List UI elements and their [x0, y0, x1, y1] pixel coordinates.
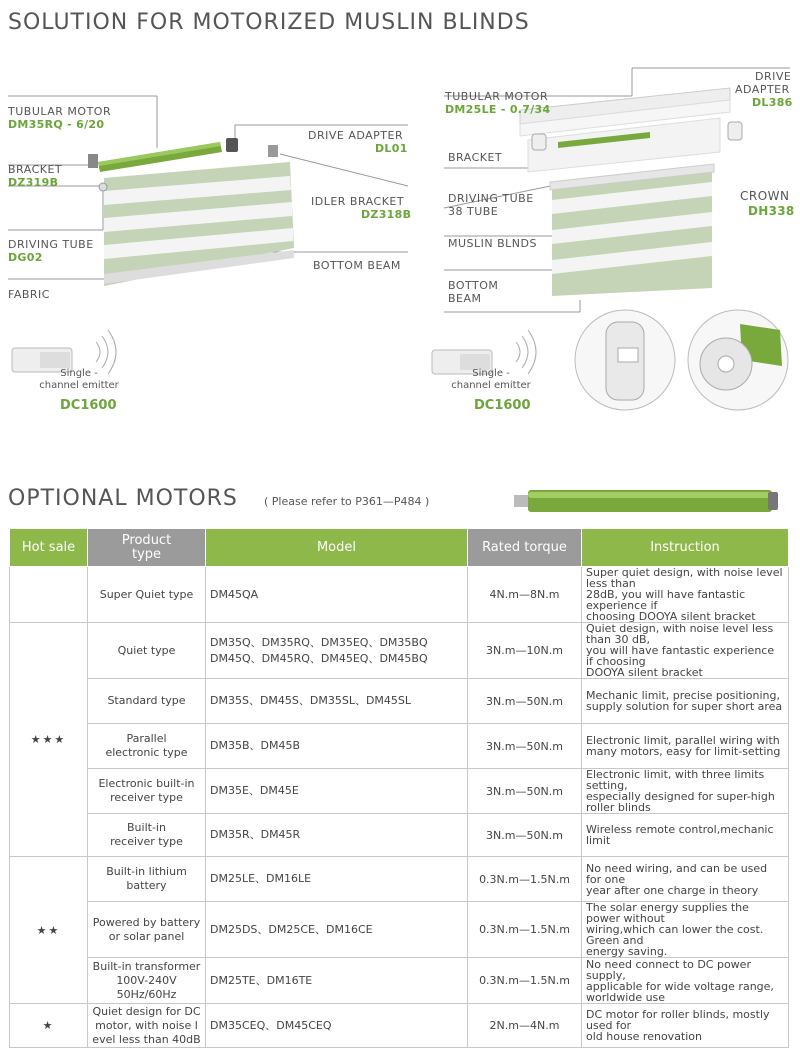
model-line: DM35E、DM45E	[210, 784, 299, 797]
instruction-line: No need wiring, and can be used for one	[586, 861, 768, 886]
table-row	[10, 902, 789, 958]
right-tubular-motor-code: DM25LE - 0.7/34	[445, 103, 551, 116]
optional-ref: ( Please refer to P361—P484 )	[264, 495, 430, 508]
model-cell	[206, 769, 468, 814]
instruction-line: Wireless remote control,mechanic limit	[586, 823, 774, 847]
hot-sale-rating: ★★	[10, 857, 88, 1004]
rated-torque-cell: 0.3N.m—1.5N.m	[468, 857, 582, 902]
right-muslin-label: MUSLIN BLNDS	[448, 237, 537, 250]
product-type-line: receiver type	[110, 835, 183, 848]
model-cell	[206, 1004, 468, 1048]
instruction-cell	[582, 567, 789, 623]
product-type-cell	[88, 679, 206, 724]
product-type-line: Standard type	[107, 694, 186, 707]
table-row	[10, 814, 789, 857]
table-row	[10, 1004, 789, 1048]
instruction-cell	[582, 623, 789, 679]
instruction-cell	[582, 1004, 789, 1048]
model-cell	[206, 958, 468, 1004]
instruction-line: Mechanic limit, precise positioning,	[586, 689, 780, 702]
instruction-line: many motors, easy for limit-setting	[586, 745, 781, 758]
header-hot-sale: Hot sale	[10, 529, 88, 567]
product-type-line: Quiet type	[117, 643, 176, 657]
rated-torque-cell: 4N.m—8N.m	[468, 567, 582, 623]
model-line: DM35B、DM45B	[210, 739, 301, 752]
instruction-line: year after one charge in theory	[586, 883, 759, 897]
product-type-cell	[88, 902, 206, 958]
rated-torque-cell: 0.3N.m—1.5N.m	[468, 958, 582, 1004]
product-type-cell	[88, 623, 206, 679]
left-fabric-label: FABRIC	[8, 288, 50, 301]
instruction-cell	[582, 679, 789, 724]
product-type-line: 100V-240V	[116, 973, 177, 987]
left-idler-bracket-label: IDLER BRACKET	[311, 195, 405, 208]
instruction-cell	[582, 857, 789, 902]
motor-tube-image	[512, 484, 782, 518]
right-emitter-line1: Single -	[472, 368, 510, 379]
hot-sale-rating	[10, 567, 88, 623]
instruction-line: old house renovation	[586, 1030, 703, 1043]
product-type-cell	[88, 724, 206, 769]
model-cell	[206, 857, 468, 902]
instruction-cell	[582, 769, 789, 814]
model-line: DM45QA	[210, 587, 259, 601]
left-tubular-motor-label: TUBULAR MOTOR	[8, 105, 112, 118]
left-drive-adapter-label: DRIVE ADAPTER	[308, 129, 404, 142]
right-tubular-motor-label: TUBULAR MOTOR	[445, 90, 549, 103]
hot-sale-rating: ★★★	[10, 623, 88, 857]
right-emitter-caption	[436, 368, 546, 392]
right-emitter-code: DC1600	[474, 398, 531, 413]
table-row	[10, 679, 789, 724]
product-type-line: Electronic built-in	[98, 777, 195, 790]
model-cell	[206, 679, 468, 724]
right-adapter-code: DL386	[752, 96, 793, 109]
instruction-line: choosing DOOYA silent bracket	[586, 610, 756, 623]
left-bracket-code: DZ319B	[8, 176, 59, 189]
instruction-cell	[582, 958, 789, 1004]
model-line: DM45Q、DM45RQ、DM45EQ、DM45BQ	[210, 651, 428, 665]
left-idler-bracket-code: DZ318B	[361, 208, 412, 221]
product-type-line: receiver type	[110, 791, 183, 804]
left-emitter-code: DC1600	[60, 398, 117, 413]
model-cell	[206, 567, 468, 623]
rated-torque-cell: 0.3N.m—1.5N.m	[468, 902, 582, 958]
instruction-line: supply solution for super short area	[586, 700, 783, 713]
right-crown-code: DH338	[748, 204, 795, 218]
model-line: DM35R、DM45R	[210, 828, 301, 841]
left-emitter-line2: channel emitter	[39, 380, 119, 391]
rated-torque-cell: 3N.m—50N.m	[468, 814, 582, 857]
table-row	[10, 857, 789, 902]
product-type-line: evel less than 40dB	[92, 1032, 201, 1046]
instruction-line: Super quiet design, with noise level less than	[586, 566, 783, 590]
right-emitter-line2: channel emitter	[451, 380, 531, 391]
product-type-line: Quiet design for DC	[92, 1004, 201, 1018]
table-row	[10, 623, 789, 679]
instruction-line: energy saving.	[586, 945, 668, 958]
instruction-cell	[582, 814, 789, 857]
model-cell	[206, 902, 468, 958]
product-type-line: Powered by battery	[92, 915, 201, 929]
right-bottom-label: BOTTOM	[448, 279, 499, 292]
model-line: DM35S、DM45S、DM35SL、DM45SL	[210, 694, 412, 707]
table-row	[10, 724, 789, 769]
rated-torque-cell: 3N.m—50N.m	[468, 769, 582, 814]
table-row	[10, 567, 789, 623]
left-bottom-beam-label: BOTTOM BEAM	[313, 259, 401, 272]
hot-sale-rating: ★	[10, 1004, 88, 1048]
optional-motors-table	[9, 528, 789, 1048]
header-rated-torque: Rated torque	[468, 529, 582, 567]
instruction-line: Electronic limit, with three limits setting,	[586, 768, 765, 792]
left-driving-tube-label: DRIVING TUBE	[8, 238, 94, 251]
left-driving-tube-code: DG02	[8, 251, 43, 264]
model-line: DM35Q、DM35RQ、DM35EQ、DM35BQ	[210, 635, 428, 649]
instruction-line: DC motor for roller blinds, mostly used for	[586, 1008, 770, 1032]
product-type-line: 50Hz/60Hz	[116, 987, 177, 1001]
rated-torque-cell: 3N.m—50N.m	[468, 679, 582, 724]
product-type-cell	[88, 857, 206, 902]
model-line: DM25DS、DM25CE、DM16CE	[210, 922, 373, 936]
model-line: DM25LE、DM16LE	[210, 872, 312, 885]
model-cell	[206, 724, 468, 769]
product-type-line: Super Quiet type	[99, 587, 194, 601]
instruction-line: Quiet design, with noise level less than 30 dB,	[586, 622, 774, 646]
model-line: DM35CEQ、DM45CEQ	[210, 1018, 332, 1032]
header-instruction: Instruction	[582, 529, 789, 567]
rated-torque-cell: 2N.m—4N.m	[468, 1004, 582, 1048]
table-header-row	[10, 529, 789, 567]
instruction-cell	[582, 902, 789, 958]
right-adapter-label: ADAPTER	[735, 83, 790, 96]
product-type-line: Parallel	[126, 732, 167, 745]
solution-title: SOLUTION FOR MOTORIZED MUSLIN BLINDS	[8, 10, 530, 35]
instruction-line: DOOYA silent bracket	[586, 666, 703, 679]
product-type-line: Built-in lithium	[106, 865, 187, 878]
instruction-line: worldwide use	[586, 990, 666, 1004]
instruction-line: 28dB, you will have fantastic experience if	[586, 588, 746, 612]
left-bracket-label: BRACKET	[8, 163, 63, 176]
left-tubular-motor-code: DM35RQ - 6/20	[8, 118, 105, 131]
rated-torque-cell: 3N.m—50N.m	[468, 724, 582, 769]
model-cell	[206, 623, 468, 679]
right-crown-label: CROWN	[740, 189, 790, 203]
product-type-line: Built-in transformer	[92, 959, 201, 973]
product-type-cell	[88, 958, 206, 1004]
header-product-type	[88, 529, 206, 567]
instruction-line: especially designed for super-high roller blinds	[586, 790, 775, 814]
product-type-line: Built-in	[127, 821, 166, 834]
left-emitter-line1: Single -	[60, 368, 98, 379]
table-row	[10, 769, 789, 814]
optional-title: OPTIONAL MOTORS	[8, 486, 238, 511]
rated-torque-cell: 3N.m—10N.m	[468, 623, 582, 679]
product-type-cell	[88, 814, 206, 857]
instruction-line: No need connect to DC power supply,	[586, 957, 751, 982]
product-type-cell	[88, 567, 206, 623]
product-type-line: or solar panel	[108, 929, 185, 943]
header-product-type-line2: type	[131, 546, 162, 562]
left-emitter-caption	[24, 368, 134, 392]
table-row	[10, 958, 789, 1004]
instruction-cell	[582, 724, 789, 769]
instruction-line: Electronic limit, parallel wiring with	[586, 734, 780, 747]
instruction-line: you will have fantastic experience if choosing	[586, 644, 775, 668]
right-driving-tube-label: DRIVING TUBE	[448, 192, 534, 205]
right-drive-label: DRIVE	[755, 70, 792, 83]
right-beam-label: BEAM	[448, 292, 482, 305]
right-bracket-label: BRACKET	[448, 151, 503, 164]
header-model: Model	[206, 529, 468, 567]
left-drive-adapter-code: DL01	[375, 142, 408, 155]
instruction-line: wiring,which can lower the cost. Green and	[586, 923, 764, 947]
right-driving-tube-sub: 38 TUBE	[448, 205, 499, 218]
instruction-line: The solar energy supplies the power without	[586, 901, 749, 925]
header-product-type-line1: Product	[121, 532, 172, 548]
instruction-line: applicable for wide voltage range,	[586, 979, 774, 993]
product-type-cell	[88, 769, 206, 814]
product-type-cell	[88, 1004, 206, 1048]
model-cell	[206, 814, 468, 857]
model-line: DM25TE、DM16TE	[210, 973, 313, 987]
product-type-line: battery	[126, 879, 167, 892]
product-type-line: motor, with noise l	[95, 1018, 198, 1032]
product-type-line: electronic type	[105, 746, 188, 759]
